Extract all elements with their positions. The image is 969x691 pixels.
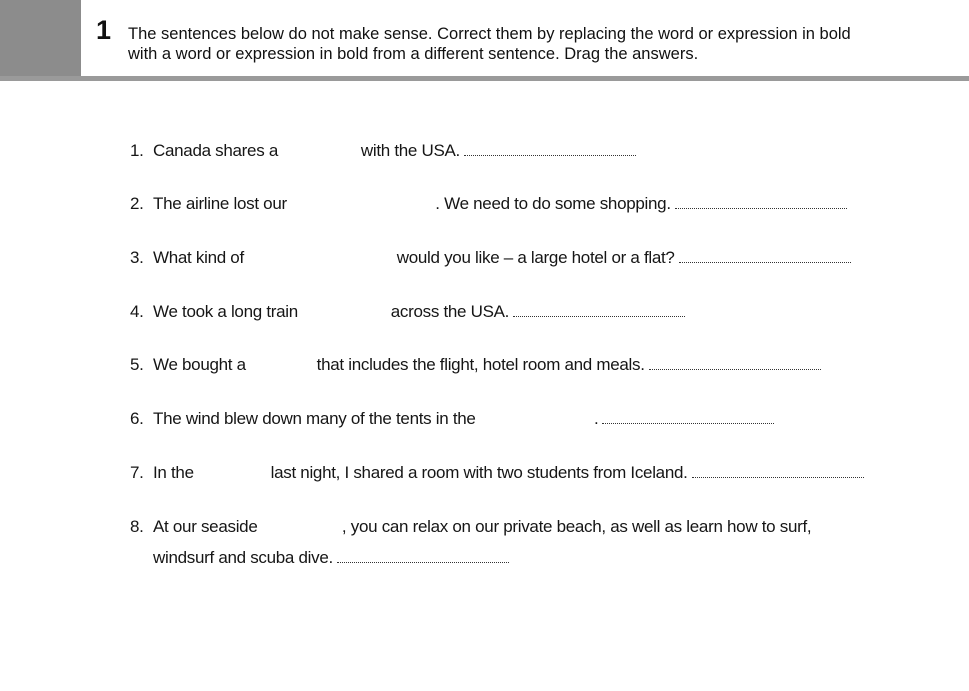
correction-field-5[interactable]	[649, 355, 821, 370]
sentence-text-line2: windsurf and scuba dive.	[153, 548, 333, 567]
header-grey-block	[0, 0, 81, 76]
sentence-text-before: Canada shares a	[153, 141, 278, 160]
sentence-5	[130, 354, 821, 376]
sentence-number: 7.	[130, 463, 144, 482]
sentence-number: 4.	[130, 302, 144, 321]
sentence-text-before: In the	[153, 463, 194, 482]
sentence-text-before: The airline lost our	[153, 194, 287, 213]
answer-drop-zone-5[interactable]	[250, 357, 312, 375]
sentence-text-after: . We need to do some shopping.	[435, 194, 671, 213]
correction-field-4[interactable]	[513, 302, 685, 317]
correction-field-3[interactable]	[679, 248, 851, 263]
answer-drop-zone-6[interactable]	[480, 411, 594, 429]
sentence-8	[130, 516, 811, 538]
sentence-6	[130, 408, 774, 430]
answer-drop-zone-1[interactable]	[282, 143, 356, 161]
sentence-text-before: We took a long train	[153, 302, 298, 321]
answer-drop-zone-3[interactable]	[248, 250, 392, 268]
answer-drop-zone-2[interactable]	[291, 196, 435, 214]
header-divider	[0, 76, 969, 81]
answer-drop-zone-4[interactable]	[302, 304, 386, 322]
sentence-number: 5.	[130, 355, 144, 374]
exercise-instruction	[128, 24, 948, 64]
sentence-number: 6.	[130, 409, 144, 428]
sentence-text-after: that includes the flight, hotel room and meals.	[316, 355, 645, 374]
answer-drop-zone-8[interactable]	[262, 519, 342, 537]
instruction-line-1: The sentences below do not make sense. Correct them by replacing the word or expression in bold	[128, 25, 851, 43]
sentence-8-continuation	[130, 547, 509, 569]
sentence-number: 1.	[130, 141, 144, 160]
sentence-text-after: would you like – a large hotel or a flat?	[396, 248, 675, 267]
sentence-text-before: At our seaside	[153, 517, 258, 536]
sentence-number: 3.	[130, 248, 144, 267]
sentence-text-after: last night, I shared a room with two students from Iceland.	[270, 463, 688, 482]
sentence-text-before: The wind blew down many of the tents in the	[153, 409, 476, 428]
sentence-text-after: with the USA.	[360, 141, 460, 160]
sentence-text-after: across the USA.	[390, 302, 510, 321]
sentence-text-before: We bought a	[153, 355, 246, 374]
sentence-text-before: What kind of	[153, 248, 244, 267]
correction-field-6[interactable]	[602, 409, 774, 424]
instruction-line-2: with a word or expression in bold from a different sentence. Drag the answers.	[128, 45, 699, 63]
exercise-number: 1	[96, 15, 112, 45]
sentence-text-after: .	[594, 409, 599, 428]
correction-field-2[interactable]	[675, 194, 847, 209]
sentence-text-after: , you can relax on our private beach, as well as learn how to surf,	[341, 517, 812, 536]
sentence-number: 8.	[130, 517, 144, 536]
correction-field-1[interactable]	[464, 141, 636, 156]
correction-field-7[interactable]	[692, 463, 864, 478]
answer-drop-zone-7[interactable]	[198, 465, 266, 483]
sentence-1	[130, 140, 636, 162]
sentence-3	[130, 247, 851, 269]
correction-field-8[interactable]	[337, 548, 509, 563]
sentence-4	[130, 301, 685, 323]
sentence-number: 2.	[130, 194, 144, 213]
sentence-7	[130, 462, 864, 484]
sentence-2	[130, 193, 847, 215]
